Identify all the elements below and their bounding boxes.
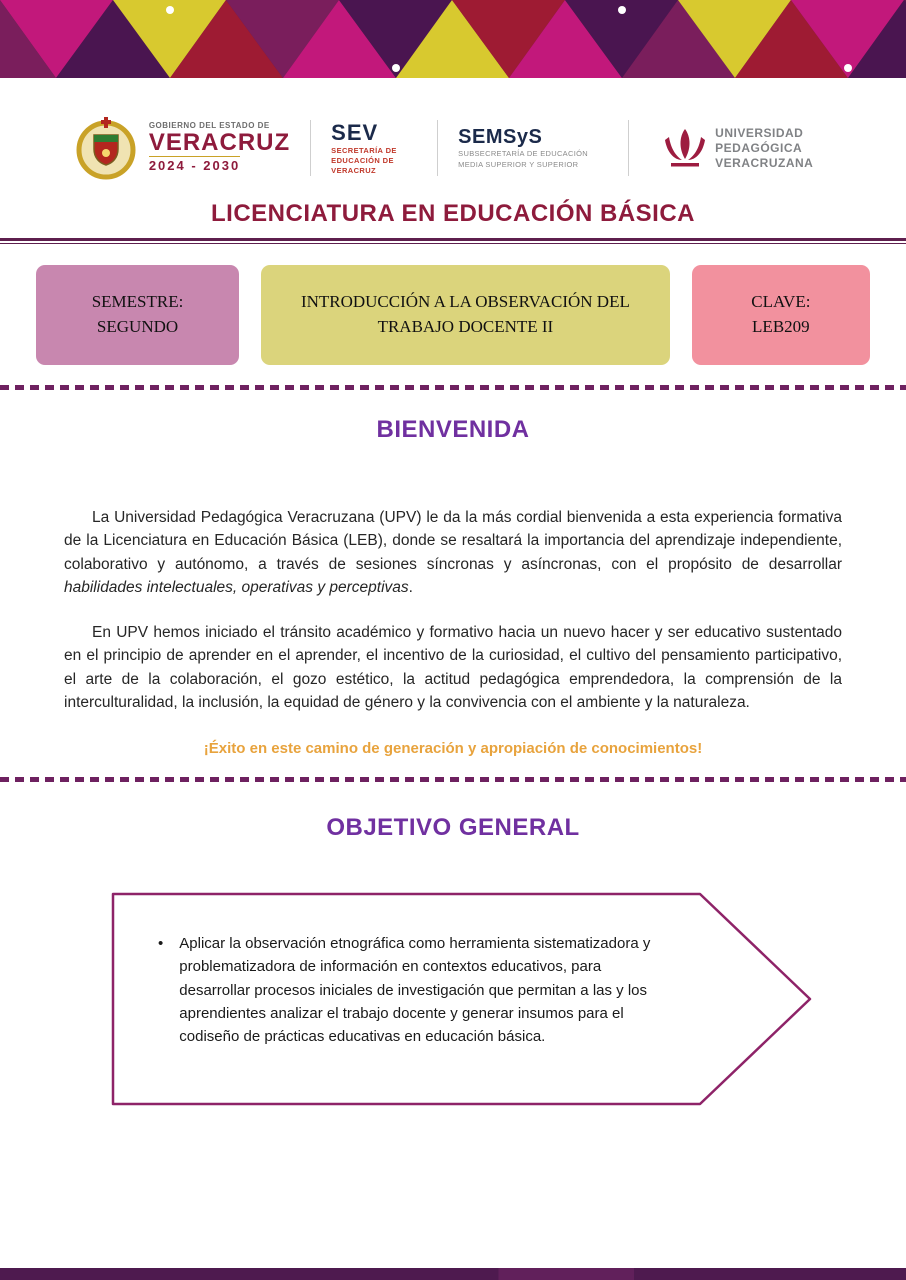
period-label: 2024 - 2030 <box>148 157 241 173</box>
veracruz-wordmark <box>149 121 290 174</box>
decorative-banner <box>0 0 906 78</box>
welcome-p1-text: La Universidad Pedagógica Veracruzana (UPV) le da la más cordial bienvenida a esta experiencia formativa de la Licenciatura en Educación Básica (LEB), donde se resaltará la importancia del aprendizaje independiente, colaborativo y autónomo, a través de sesiones síncronas y asíncronas, con el propósito de desarrollar <box>64 509 842 573</box>
sev-sublabel: SECRETARÍA DE EDUCACIÓN DE VERACRUZ <box>331 145 397 176</box>
dashed-divider-bottom <box>0 777 906 782</box>
veracruz-gov-logo <box>73 115 290 181</box>
objetivo-arrow-box <box>110 890 814 1108</box>
title-divider <box>0 238 906 245</box>
objetivo-bullet-text: Aplicar la observación etnográfica como herramienta sistematizadora y problematizadora de información en contextos educativos, para desarrollar procesos iniciales de investigación que permitan a las y los aprendientes analizar el trabajo docente y generar insumos para el codiseño de prácticas educativas en educación básica. <box>179 935 651 1045</box>
semestre-label: SEMESTRE: <box>91 292 184 312</box>
bullet-icon: • <box>158 935 164 952</box>
upv-icon <box>663 127 707 169</box>
welcome-paragraph-1 <box>64 506 842 599</box>
semsys-label: SEMSyS <box>458 126 543 149</box>
welcome-p1-italic: habilidades intelectuales, operativas y perceptivas <box>64 578 409 596</box>
objetivo-bullet-item <box>158 932 668 1048</box>
upv-logo <box>663 126 833 171</box>
upv-label: UNIVERSIDAD PEDAGÓGICA VERACRUZANA <box>715 125 814 170</box>
clave-badge <box>692 265 870 365</box>
page-title: LICENCIATURA EN EDUCACIÓN BÁSICA <box>211 200 695 227</box>
sev-logo <box>331 120 417 176</box>
objetivo-heading: OBJETIVO GENERAL <box>326 814 580 841</box>
logo-header <box>0 108 906 188</box>
semsys-sublabel: SUBSECRETARÍA DE EDUCACIÓN MEDIA SUPERIOR Y SUPERIOR <box>458 149 588 169</box>
veracruz-shield-icon <box>73 115 139 181</box>
decorative-bottom-strip <box>0 1268 906 1280</box>
semestre-badge <box>36 265 239 365</box>
gobierno-label: GOBIERNO DEL ESTADO DE <box>148 121 270 131</box>
welcome-paragraph-2: En UPV hemos iniciado el tránsito académico y formativo hacia un nuevo hacer y ser educativo sustentado en el principio de aprender en el aprender, el incentivo de la curiosidad, el cultivo del pensamiento participativo, el arte de la colaboración, el gozo estético, la actitud pedagógica emprendedora, la comprensión de la interculturalidad, la inclusión, la equidad de género y la convivencia con el ambiente y la naturaleza. <box>64 624 842 711</box>
clave-label: CLAVE: <box>751 292 811 312</box>
logo-divider <box>437 120 438 176</box>
course-name-badge: INTRODUCCIÓN A LA OBSERVACIÓN DEL TRABAJO DOCENTE II <box>261 265 670 365</box>
course-badge-row <box>0 265 906 365</box>
bienvenida-heading: BIENVENIDA <box>376 416 530 443</box>
exito-message: ¡Éxito en este camino de generación y apropiación de conocimientos! <box>203 740 703 757</box>
dashed-divider-top <box>0 385 906 390</box>
veracruz-label: VERACRUZ <box>148 129 291 157</box>
semsys-logo <box>458 126 608 169</box>
clave-value: LEB209 <box>752 317 810 336</box>
logo-divider <box>310 120 311 176</box>
semestre-value: SEGUNDO <box>96 317 179 336</box>
welcome-p1-period: . <box>408 578 413 596</box>
sev-label: SEV <box>331 119 379 145</box>
logo-divider <box>628 120 629 176</box>
